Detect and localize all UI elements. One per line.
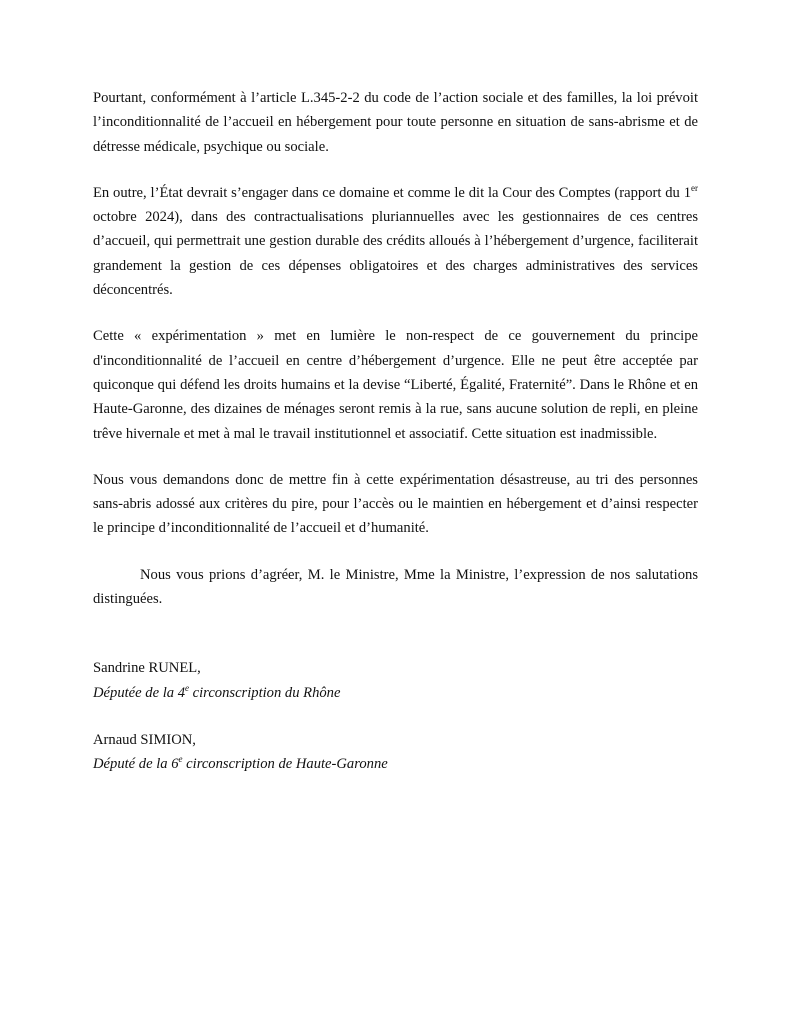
paragraph-experimentation: Cette « expérimentation » met en lumière le non-respect de ce gouvernement du principe d'inconditionnalité de l’accueil en centre d’hébergement d’urgence. Elle ne peut être acceptée par quiconque qui défend les droits humains et la devise “Liberté, Égalité, Fraternité”. Dans le Rhône et en Haute-Garonne, des dizaines de ménages seront remis à la rue, sans aucune solution de repli, en pleine trêve hivernale et met à mal le travail institutionnel et associatif. Cette situation est inadmissible.: [93, 328, 698, 442]
signatory-name: Arnaud SIMION,: [93, 731, 196, 748]
superscript: er: [691, 183, 698, 194]
title-text: circonscription du Rhône: [189, 684, 341, 701]
paragraph-text: En outre, l’État devrait s’engager dans ce domaine et comme le dit la Cour des Comptes (rapport du 1: [93, 184, 691, 201]
paragraph-legal-basis: Pourtant, conformément à l’article L.345-2-2 du code de l’action sociale et des familles, la loi prévoit l’inconditionnalité de l’accueil en hébergement pour toute personne en situation de sans-abrisme et de détresse médicale, psychique ou sociale.: [93, 90, 698, 155]
paragraph-closing: Nous vous prions d’agréer, M. le Ministre, Mme la Ministre, l’expression de nos salutations distinguées.: [93, 566, 698, 608]
signatures: [93, 656, 698, 776]
signatory-title: [93, 681, 698, 705]
paragraph-cour-des-comptes: [93, 181, 698, 302]
paragraph-text: octobre 2024), dans des contractualisations pluriannuelles avec les gestionnaires de ces centres d’accueil, qui permettrait une gestion durable des crédits alloués à l’hébergement d’urgence, faciliterait grandement la gestion de ces dépenses obligatoires et des charges administratives des services déconcentrés.: [93, 209, 698, 299]
title-text: Députée de la 4: [93, 684, 185, 701]
superscript: e: [185, 682, 189, 693]
signature-runel: [93, 656, 698, 705]
signatory-title: [93, 752, 698, 776]
signatory-name: Sandrine RUNEL,: [93, 660, 201, 677]
title-text: Député de la 6: [93, 756, 179, 773]
signature-simion: [93, 728, 698, 777]
title-text: circonscription de Haute-Garonne: [182, 756, 388, 773]
superscript: e: [178, 754, 183, 765]
paragraph-request: Nous vous demandons donc de mettre fin à cette expérimentation désastreuse, au tri des personnes sans-abris adossé aux critères du pire, pour l’accès ou le maintien en hébergement et d’ainsi respecter le principe d’inconditionnalité de l’accueil et d’humanité.: [93, 471, 698, 537]
